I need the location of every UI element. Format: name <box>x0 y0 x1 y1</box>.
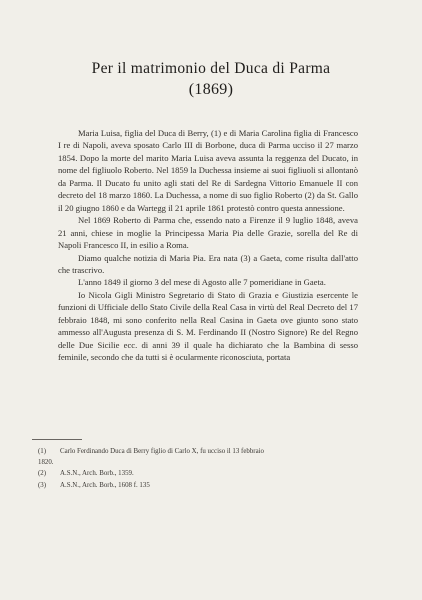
footnote-text: A.S.N., Arch. Borb., 1608 f. 135 <box>60 481 150 489</box>
footnote <box>38 480 356 491</box>
page-title: Per il matrimonio del Duca di Parma <box>91 60 331 77</box>
footnote-divider <box>32 439 82 440</box>
paragraph: Io Nicola Gigli Ministro Segretario di Stato di Grazia e Giustizia esercente le funzioni di Ufficiale dello Stato Civile della Real Casa in virtù del Real Decreto del 17 febbraio 1848, mi sono conferito nella Real Casina in Gaeta ove giunto sono stato ammesso all'Augusta presenza di S. M. Ferdinando II (Nostro Signore) Re del Regno delle Due Sicilie ecc. di anni 39 il quale ha dichiarato che la Bambina di sesso feminile, secondo che da tutti si è ocularmente riconosciuta, portata <box>58 289 358 363</box>
footnote-number: (2) <box>38 470 47 478</box>
paragraph: Nel 1869 Roberto di Parma che, essendo nato a Firenze il 9 luglio 1848, aveva 21 anni, chiese in moglie la Principessa Maria Pia delle Grazie, sorella del Re di Napoli Francesco II, in esilio a Roma. <box>58 215 358 251</box>
footnote-continuation: 1820. <box>38 459 54 467</box>
body-text <box>58 127 358 364</box>
footnote <box>38 446 356 457</box>
footnote-number: (3) <box>38 481 47 489</box>
footnote <box>38 468 356 479</box>
footnote-text: Carlo Ferdinando Duca di Berry figlio di Carlo X, fu ucciso il 13 febbraio <box>60 448 264 455</box>
footnotes <box>38 446 356 491</box>
paragraph: L'anno 1849 il giorno 3 del mese di Agosto alle 7 pomeridiane in Gaeta. <box>78 277 326 288</box>
footnote-number: (1) <box>38 448 47 455</box>
page-title-year: (1869) <box>188 81 234 98</box>
paragraph: Diamo qualche notizia di Maria Pia. Era nata (3) a Gaeta, come risulta dall'atto che trascrivo. <box>58 252 358 275</box>
paragraph: Maria Luisa, figlia del Duca di Berry, (1) e di Maria Carolina figlia di Francesco I re di Napoli, aveva sposato Carlo III di Borbone, duca di Parma ucciso il 27 marzo 1854. Dopo la morte del marito Maria Luisa aveva assunta la reggenza del Ducato, in nome del figliuolo Roberto. Nel 1859 la Duchessa insieme ai suoi figliuoli si allontanò da Parma. Il Ducato fu unito agli stati del Re di Sardegna Vittorio Emanuele II con decreto del 18 marzo 1860. La Duchessa, a nome di suo figlio Roberto (2) da St. Gallo il 20 giugno 1860 e da Wartegg il 21 aprile 1861 protestò contro questa annessione. <box>58 128 358 213</box>
footnote-text: A.S.N., Arch. Borb., 1359. <box>60 470 134 478</box>
